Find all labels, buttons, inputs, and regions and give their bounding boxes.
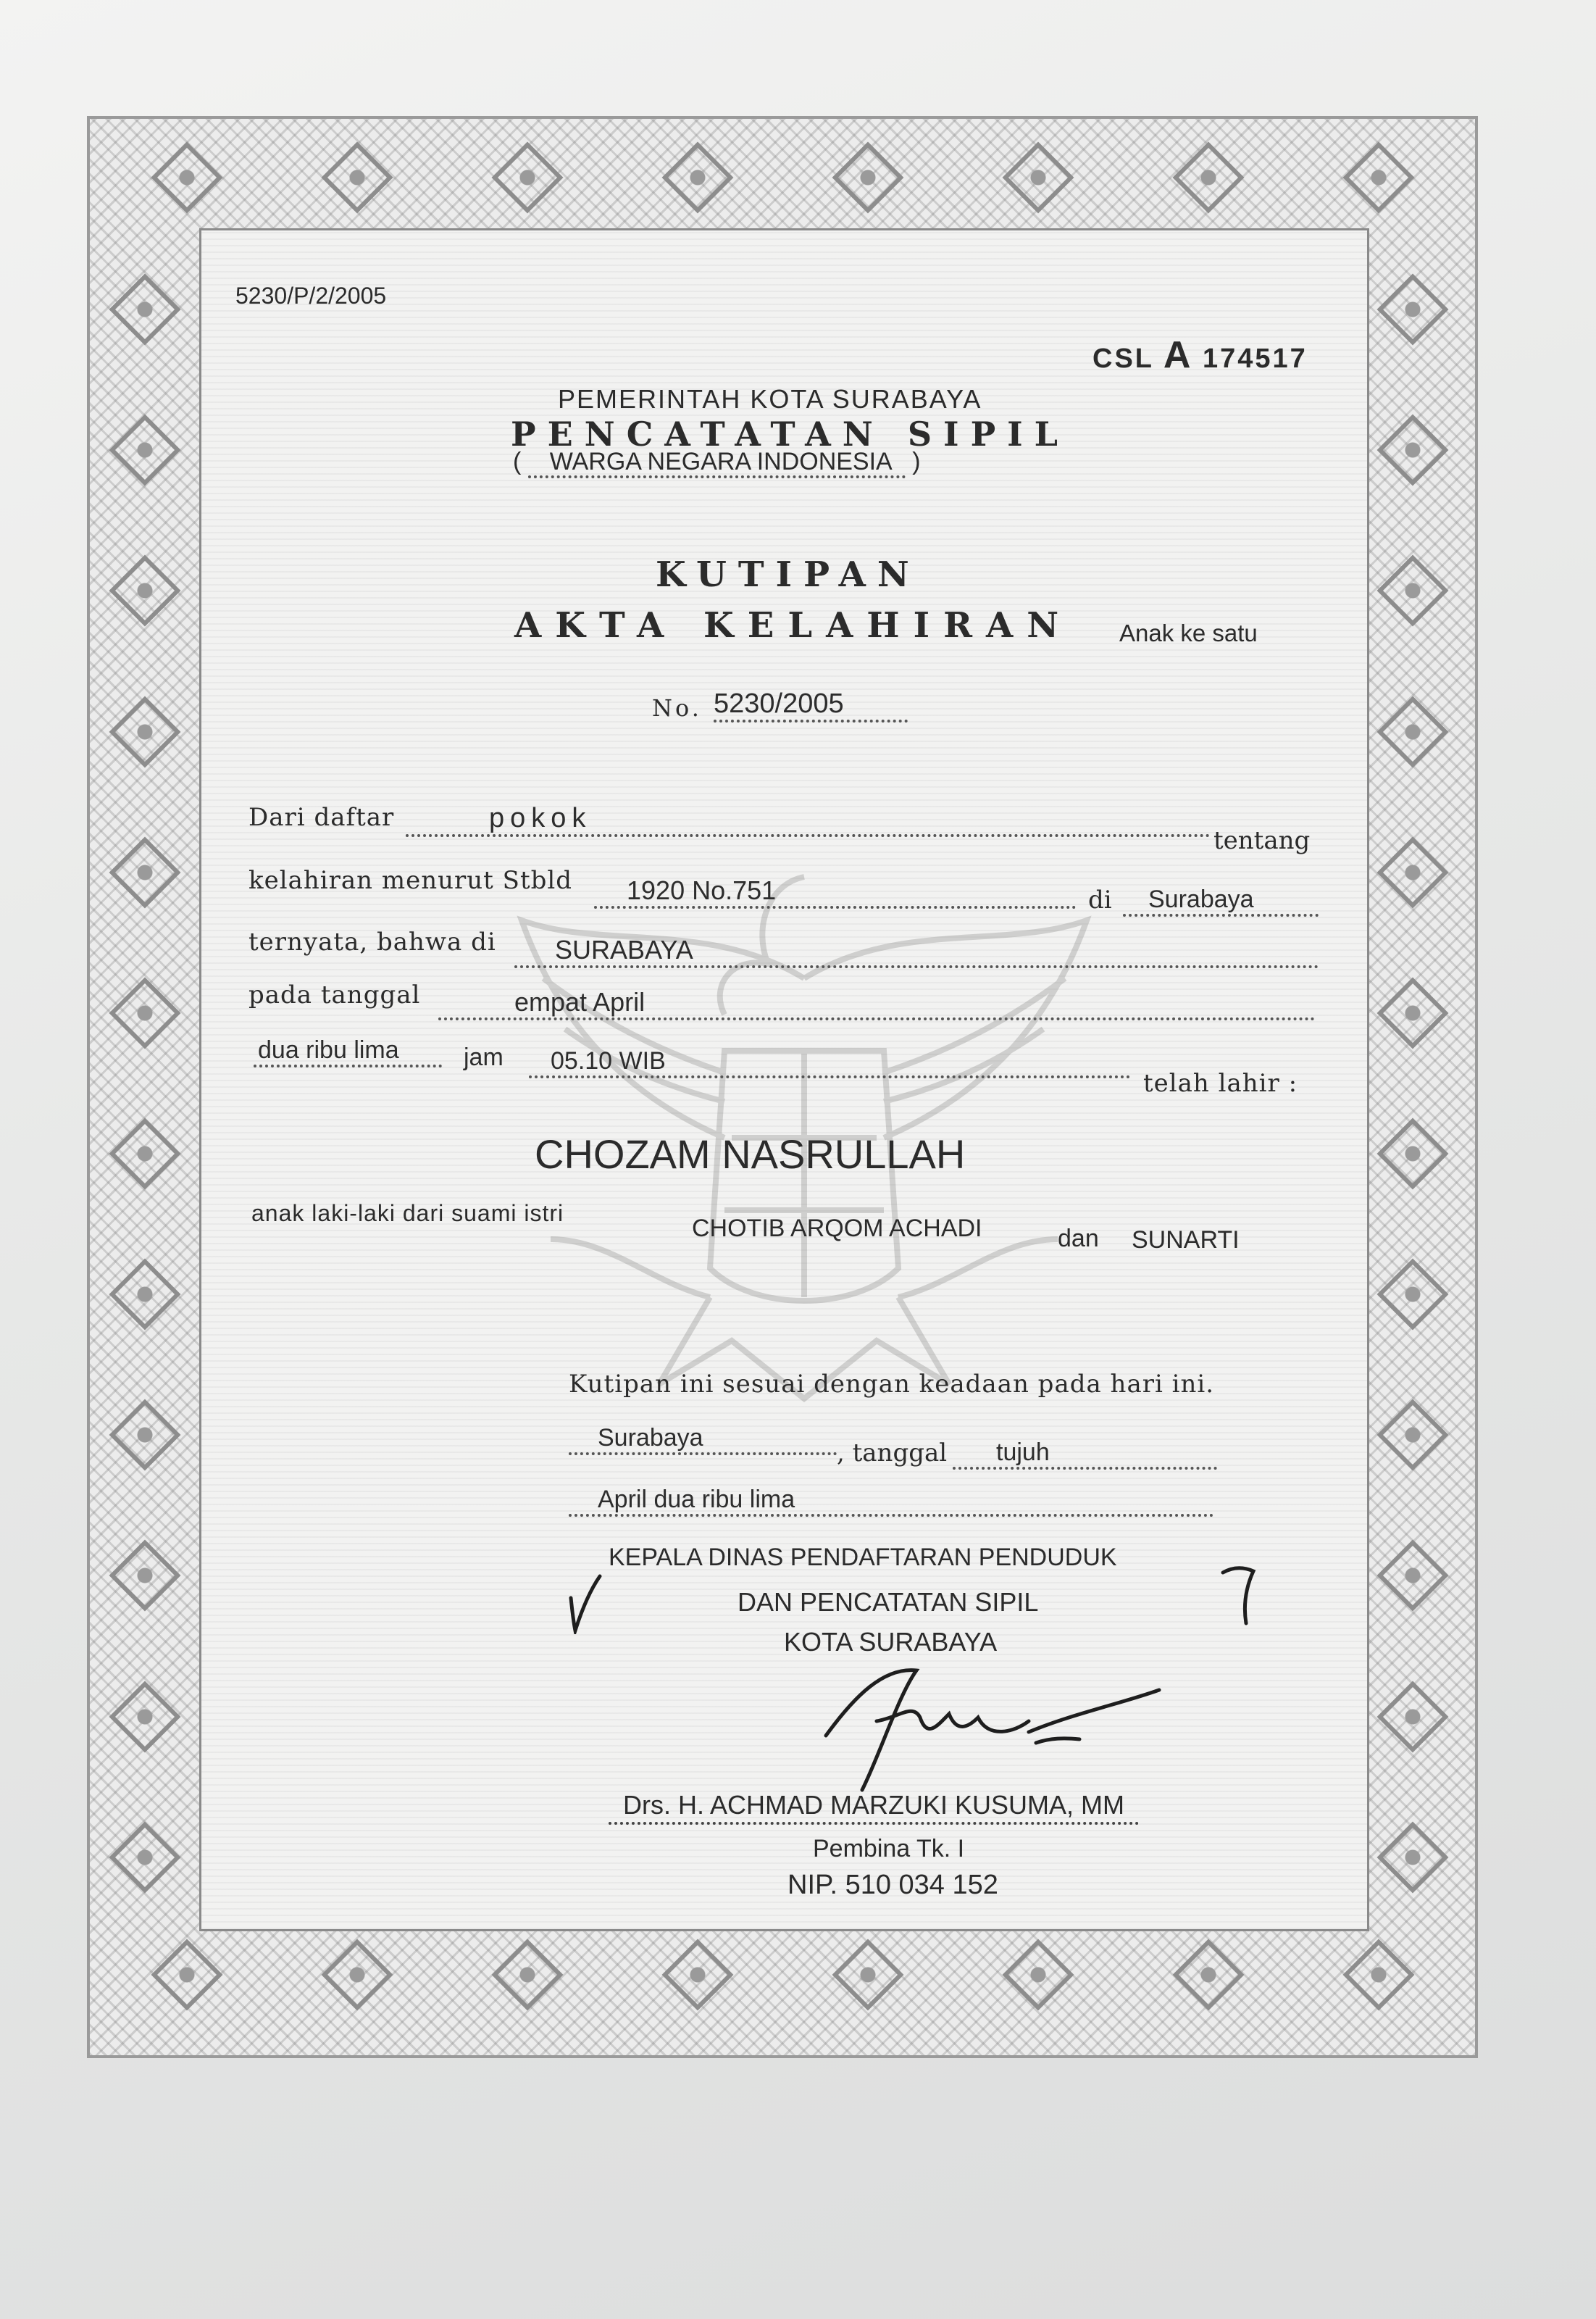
handwritten-signature [811,1652,1188,1797]
ornament-diamond [491,1939,563,2011]
ornament-diamond [832,1939,903,2011]
header-office: PENCATATAN SIPIL [511,415,1070,454]
ornament-diamond [109,1681,181,1752]
dan-label: dan [1058,1225,1099,1252]
stbld-value: 1920 No.751 [594,875,1076,909]
birth-date-value: empat April [438,987,1315,1020]
title-kutipan: KUTIPAN [656,554,921,595]
certificate-number-label: No. [652,694,702,722]
ornament-diamond [151,1939,222,2011]
ornament-diamond [1377,977,1449,1049]
border-ornament-right [1366,239,1460,1928]
ornament-diamond [1377,415,1449,486]
header-government: PEMERINTAH KOTA SURABAYA [558,384,982,414]
ornament-diamond [1172,1939,1244,2011]
ornament-diamond [109,555,181,627]
dari-daftar-value: pokok [406,803,1210,837]
ornament-diamond [1342,1939,1414,2011]
serial-digits: 174517 [1203,344,1308,374]
ornament-diamond [1377,1540,1449,1612]
parents-label: anak laki-laki dari suami istri [251,1200,564,1226]
serial-letter: A [1163,334,1193,376]
check-mark [565,1569,609,1634]
tentang-label: tentang [1213,826,1311,855]
title-akta: AKTA KELAHIRAN [514,605,1073,646]
border-ornament-left [98,239,192,1928]
paren-close: ) [912,448,921,475]
signatory-office-line2: DAN PENCATATAN SIPIL [738,1587,1039,1617]
jam-label: jam [464,1044,504,1071]
birth-time-value: 05.10 WIB [529,1047,1130,1078]
signatory-name: Drs. H. ACHMAD MARZUKI KUSUMA, MM [609,1790,1139,1825]
ornament-diamond [109,1399,181,1471]
ornament-diamond [109,696,181,767]
ornament-diamond [1377,1681,1449,1752]
ornament-diamond [1377,696,1449,767]
pada-tanggal-label: pada tanggal [248,981,421,1009]
ornament-diamond [661,1939,733,2011]
dari-daftar-label: Dari daftar [248,803,395,832]
di-value: Surabaya [1123,886,1319,917]
number-label: No [652,694,692,722]
tanggal-label: , tanggal [837,1439,948,1467]
certificate-number: 5230/2005 [714,688,908,723]
ornament-diamond [321,142,393,214]
ornament-diamond [832,142,903,214]
issue-day: tujuh [953,1439,1217,1470]
ornament-diamond [1377,836,1449,908]
signatory-nip: NIP. 510 034 152 [787,1870,998,1900]
ornament-diamond [1377,1118,1449,1190]
birth-year-value: dua ribu lima [254,1036,442,1067]
ornament-diamond [1377,1259,1449,1331]
border-ornament-top [101,130,1463,225]
serial-number [1092,333,1308,377]
border-ornament-bottom [101,1928,1463,2022]
ornament-diamond [109,274,181,346]
ornament-diamond [109,1259,181,1331]
ornament-diamond [661,142,733,214]
child-order: Anak ke satu [1119,620,1258,646]
initial-mark [1217,1558,1261,1631]
ornament-diamond [109,1821,181,1893]
paren-open: ( [513,448,522,475]
ornament-diamond [109,977,181,1049]
kelahiran-label: kelahiran menurut Stbld [248,866,573,895]
issue-place: Surabaya [569,1424,837,1455]
ternyata-label: ternyata, bahwa di [248,928,496,957]
telah-lahir-label: telah lahir : [1143,1069,1298,1098]
ornament-diamond [491,142,563,214]
father-name: CHOTIB ARQOM ACHADI [692,1215,982,1242]
ornament-diamond [109,836,181,908]
ornament-diamond [1172,142,1244,214]
ornament-diamond [321,1939,393,2011]
ornament-diamond [109,1118,181,1190]
header-citizenship [513,448,921,476]
ornament-diamond [1377,274,1449,346]
ornament-diamond [1377,1399,1449,1471]
mother-name: SUNARTI [1132,1226,1240,1254]
signatory-office-line1: KEPALA DINAS PENDAFTARAN PENDUDUK [609,1544,1117,1571]
ornament-diamond [109,415,181,486]
document-code: 5230/P/2/2005 [235,283,387,309]
ornament-diamond [1377,1821,1449,1893]
child-name: CHOZAM NASRULLAH [535,1131,966,1177]
citizenship-value: WARGA NEGARA INDONESIA [528,448,906,478]
ornament-diamond [109,1540,181,1612]
signatory-rank: Pembina Tk. I [813,1835,965,1862]
birthplace-value: SURABAYA [514,935,1319,968]
ornament-diamond [1377,555,1449,627]
serial-prefix: CSL [1092,344,1154,374]
ornament-diamond [1342,142,1414,214]
di-label: di [1088,886,1112,915]
ornament-diamond [1002,1939,1074,2011]
issue-month-year: April dua ribu lima [569,1486,1213,1517]
ornament-diamond [151,142,222,214]
signatory-office-line3: KOTA SURABAYA [784,1627,998,1657]
closing-statement: Kutipan ini sesuai dengan keadaan pada hari ini. [569,1370,1215,1399]
ornament-diamond [1002,142,1074,214]
